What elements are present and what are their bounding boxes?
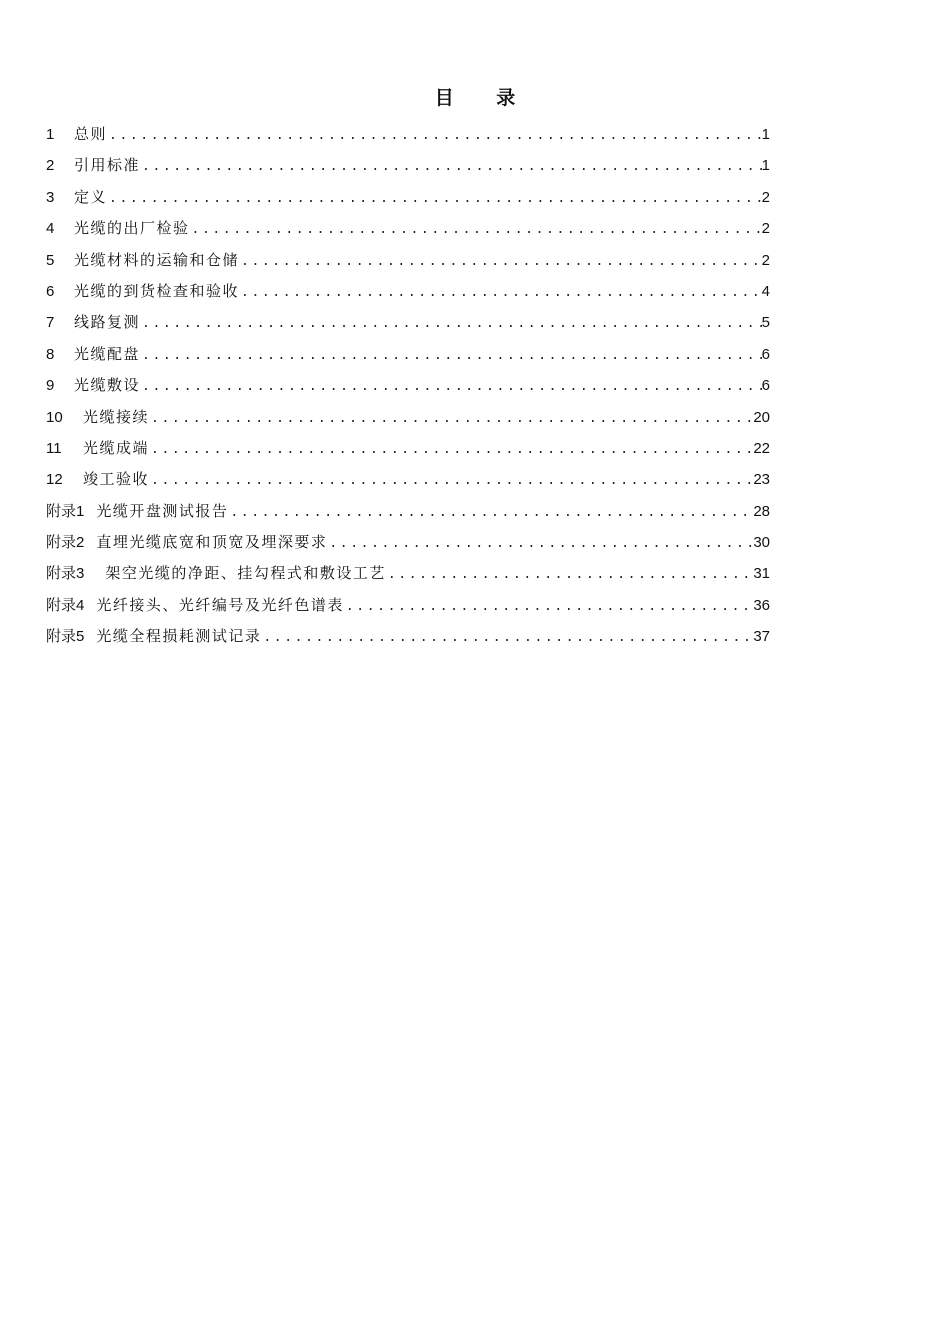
toc-leader-dots bbox=[327, 528, 753, 559]
toc-entry-number: 1 bbox=[46, 126, 55, 143]
toc-leader-dots bbox=[107, 120, 762, 151]
toc-leader-dots bbox=[149, 434, 753, 465]
toc-entry-page: 2 bbox=[761, 251, 770, 269]
toc-entry[interactable] bbox=[46, 213, 770, 244]
toc-leader-dots bbox=[140, 308, 762, 339]
toc-entry-title: 架空光缆的净距、挂勾程式和敷设工艺 bbox=[105, 564, 386, 583]
toc-leader-dots bbox=[149, 465, 753, 496]
toc-entry-number: 附录2 bbox=[46, 534, 85, 552]
toc-entry[interactable] bbox=[46, 307, 770, 338]
toc-entry-page: 2 bbox=[761, 188, 770, 206]
toc-entry-title: 引用标准 bbox=[74, 156, 141, 175]
toc-entry-title: 定义 bbox=[74, 187, 108, 206]
toc-leader-dots bbox=[386, 559, 753, 590]
toc-entry-page: 1 bbox=[761, 157, 770, 175]
toc-entry-title: 光缆材料的运输和仓储 bbox=[74, 250, 240, 269]
toc-leader-dots bbox=[140, 340, 762, 371]
toc-entry[interactable] bbox=[46, 527, 770, 558]
toc-entry-number: 附录1 bbox=[46, 502, 85, 520]
toc-entry[interactable] bbox=[46, 276, 770, 307]
toc-entry-title: 竣工验收 bbox=[83, 470, 150, 489]
toc-leader-dots bbox=[140, 371, 762, 402]
toc-entry-page: 37 bbox=[753, 628, 770, 646]
toc-entry[interactable] bbox=[46, 464, 770, 495]
toc-entry[interactable] bbox=[46, 496, 770, 527]
toc-entry-title: 光纤接头、光纤编号及光纤色谱表 bbox=[96, 595, 344, 614]
toc-entry[interactable] bbox=[46, 402, 770, 433]
toc-leader-dots bbox=[228, 497, 753, 528]
toc-entry[interactable] bbox=[46, 558, 770, 589]
toc-entry-title: 光缆敷设 bbox=[74, 376, 141, 395]
toc-entry-page: 28 bbox=[753, 502, 770, 520]
toc-entry-number: 10 bbox=[46, 408, 63, 426]
toc-entry-page: 20 bbox=[753, 408, 770, 426]
toc-entry-page: 6 bbox=[761, 345, 770, 363]
toc-entry[interactable] bbox=[46, 119, 770, 150]
toc-entry-title: 光缆的到货检查和验收 bbox=[74, 281, 240, 300]
toc-leader-dots bbox=[149, 403, 753, 434]
toc-leader-dots bbox=[140, 151, 762, 182]
toc-entry-number: 2 bbox=[46, 157, 55, 175]
toc-entry-number: 附录4 bbox=[46, 596, 85, 614]
toc-entry-number: 3 bbox=[46, 188, 55, 206]
toc-leader-dots bbox=[344, 591, 753, 622]
toc-entry-page: 5 bbox=[761, 314, 770, 332]
toc-entry-number: 12 bbox=[46, 471, 63, 489]
toc-entry[interactable] bbox=[46, 245, 770, 276]
toc-entry[interactable] bbox=[46, 370, 770, 401]
toc-entry-number: 附录5 bbox=[46, 628, 85, 646]
toc-entry-number: 11 bbox=[46, 439, 62, 457]
toc-entry-number: 7 bbox=[46, 314, 55, 332]
toc-entry[interactable] bbox=[46, 433, 770, 464]
toc-entry[interactable] bbox=[46, 150, 770, 181]
toc-entry-number: 4 bbox=[46, 220, 55, 238]
toc-entry-number: 5 bbox=[46, 251, 55, 269]
toc-entry-page: 4 bbox=[761, 282, 770, 300]
toc-list bbox=[46, 119, 770, 653]
toc-entry-number: 附录3 bbox=[46, 565, 85, 583]
toc-entry-number: 9 bbox=[46, 377, 55, 395]
toc-entry-title: 光缆开盘测试报告 bbox=[96, 501, 229, 520]
toc-entry[interactable] bbox=[46, 590, 770, 621]
toc-entry-page: 2 bbox=[761, 220, 770, 238]
toc-entry-page: 1 bbox=[761, 126, 770, 143]
toc-entry-page: 31 bbox=[753, 565, 770, 583]
toc-entry[interactable] bbox=[46, 339, 770, 370]
toc-entry[interactable] bbox=[46, 621, 770, 652]
toc-entry-page: 22 bbox=[753, 439, 770, 457]
toc-entry-page: 30 bbox=[753, 534, 770, 552]
toc-entry-title: 光缆全程损耗测试记录 bbox=[96, 627, 262, 646]
toc-leader-dots bbox=[239, 277, 762, 308]
toc-entry-page: 23 bbox=[753, 471, 770, 489]
toc-entry-number: 8 bbox=[46, 345, 55, 363]
toc-entry[interactable] bbox=[46, 182, 770, 213]
toc-entry-title: 线路复测 bbox=[74, 313, 141, 332]
toc-entry-title: 光缆的出厂检验 bbox=[74, 219, 190, 238]
toc-leader-dots bbox=[190, 214, 762, 245]
toc-entry-title: 光缆配盘 bbox=[74, 344, 141, 363]
toc-entry-title: 光缆接续 bbox=[83, 407, 150, 426]
toc-leader-dots bbox=[239, 246, 762, 277]
toc-title: 目 录 bbox=[434, 87, 534, 109]
toc-entry-title: 直埋光缆底宽和顶宽及埋深要求 bbox=[96, 533, 328, 552]
toc-entry-title: 总则 bbox=[74, 125, 108, 143]
toc-entry-page: 36 bbox=[753, 596, 770, 614]
toc-leader-dots bbox=[261, 622, 753, 653]
toc-leader-dots bbox=[107, 183, 762, 214]
toc-entry-title: 光缆成端 bbox=[83, 438, 150, 457]
toc-entry-number: 6 bbox=[46, 282, 55, 300]
toc-entry-page: 6 bbox=[761, 377, 770, 395]
